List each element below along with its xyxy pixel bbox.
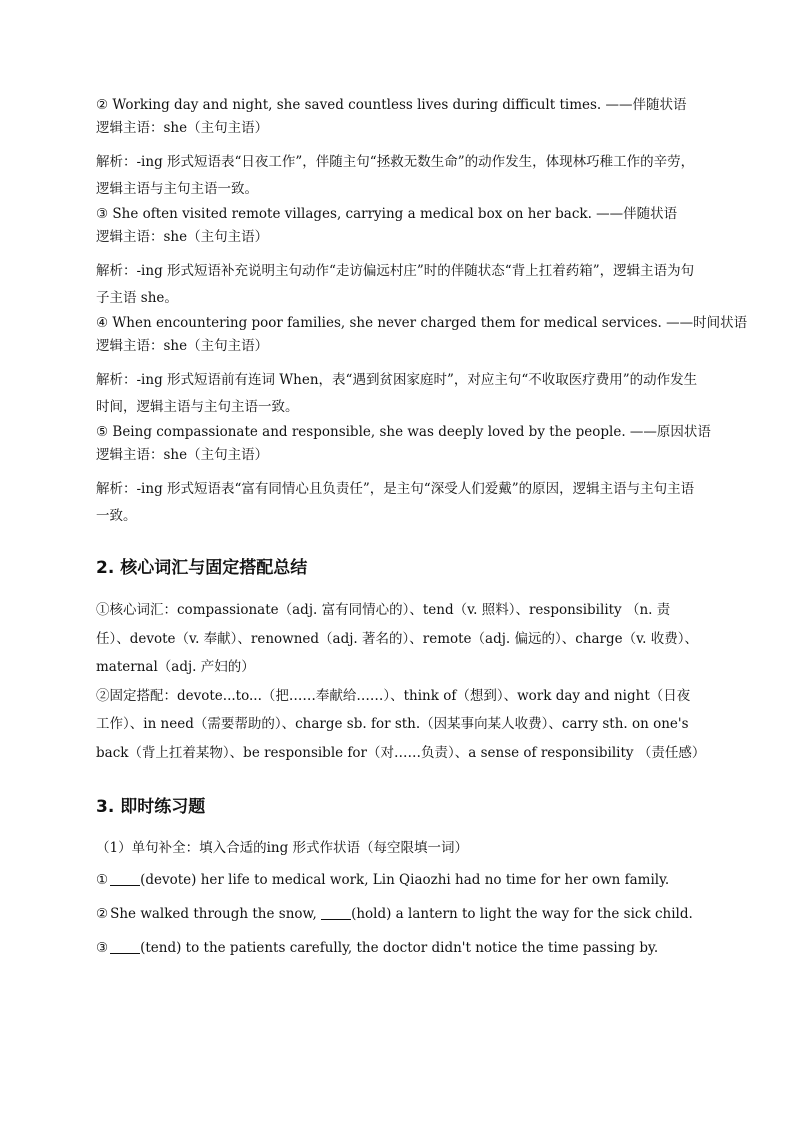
exercise-item [96,863,702,897]
example-sentence: ④ When encountering poor families, she never charged them for medical services. ——时间状语 [96,315,748,331]
logical-subject: 逻辑主语：she（主句主语） [96,120,269,136]
exercise-instruction: （1）单句补全：填入合适的ing 形式作状语（每空限填一词） [96,840,469,856]
example-sentence: ⑤ Being compassionate and responsible, she was deeply loved by the people. ——原因状语 [96,424,711,440]
answer-blank[interactable] [110,939,140,954]
exercise-text: (tend) to the patients carefully, the doctor didn't notice the time passing by. [140,940,659,956]
answer-blank[interactable] [321,905,351,920]
logical-subject: 逻辑主语：she（主句主语） [96,338,269,354]
exercise-text: (hold) a lantern to light the way for the sick child. [351,906,693,922]
analysis-item [96,203,702,312]
document-page [96,94,748,965]
vocab-summary: ①核心词汇：compassionate（adj. 富有同情心的）、tend（v. 照料）、responsibility （n. 责任）、devote（v. 奉献）、renowned（adj. 著名的）、remote（adj. 偏远的）、charge（v. 收费）、maternal（adj. 产妇的） [96,602,699,675]
example-sentence: ③ She often visited remote villages, carrying a medical box on her back. ——伴随状语 [96,206,678,222]
logical-subject: 逻辑主语：she（主句主语） [96,229,269,245]
logical-subject: 逻辑主语：she（主句主语） [96,447,269,463]
analysis-note: 解析：-ing 形式短语表“日夜工作”，伴随主句“拯救无数生命”的动作发生，体现林巧稚工作的辛劳，逻辑主语与主句主语一致。 [96,154,695,197]
exercise-number: ② [96,906,109,922]
exercise-number: ③ [96,940,109,956]
exercise-text: (devote) her life to medical work, Lin Qiaozhi had no time for her own family. [140,872,670,888]
analysis-note: 解析：-ing 形式短语补充说明主句动作“走访偏远村庄”时的伴随状态“背上扛着药箱”，逻辑主语为句子主语 she。 [96,263,695,306]
exercise-item [96,897,702,931]
answer-blank[interactable] [110,871,140,886]
analysis-note: 解析：-ing 形式短语表“富有同情心且负责任”，是主句“深受人们爱戴”的原因，逻辑主语与主句主语一致。 [96,481,695,524]
section-heading-practice: 3. 即时练习题 [96,797,206,817]
exercise-text-lead: She walked through the snow, [110,906,322,922]
section-heading-vocab: 2. 核心词汇与固定搭配总结 [96,558,308,578]
analysis-item [96,94,702,203]
analysis-item [96,312,748,421]
exercise-item [96,931,702,965]
analysis-note: 解析：-ing 形式短语前有连词 When，表“遇到贫困家庭时”，对应主句“不收取医疗费用”的动作发生时间，逻辑主语与主句主语一致。 [96,372,698,415]
exercise-number: ① [96,872,109,888]
analysis-item [96,421,711,530]
phrase-summary: ②固定搭配：devote...to...（把……奉献给……）、think of（想到）、work day and night（日夜工作）、in need（需要帮助的）、charge sb. for sth.（因某事向某人收费）、carry sth. on one's back（背上扛着某物）、be responsible for（对……负责）、a sense of responsibility （责任感） [96,687,706,761]
example-sentence: ② Working day and night, she saved countless lives during difficult times. ——伴随状语 [96,97,687,113]
